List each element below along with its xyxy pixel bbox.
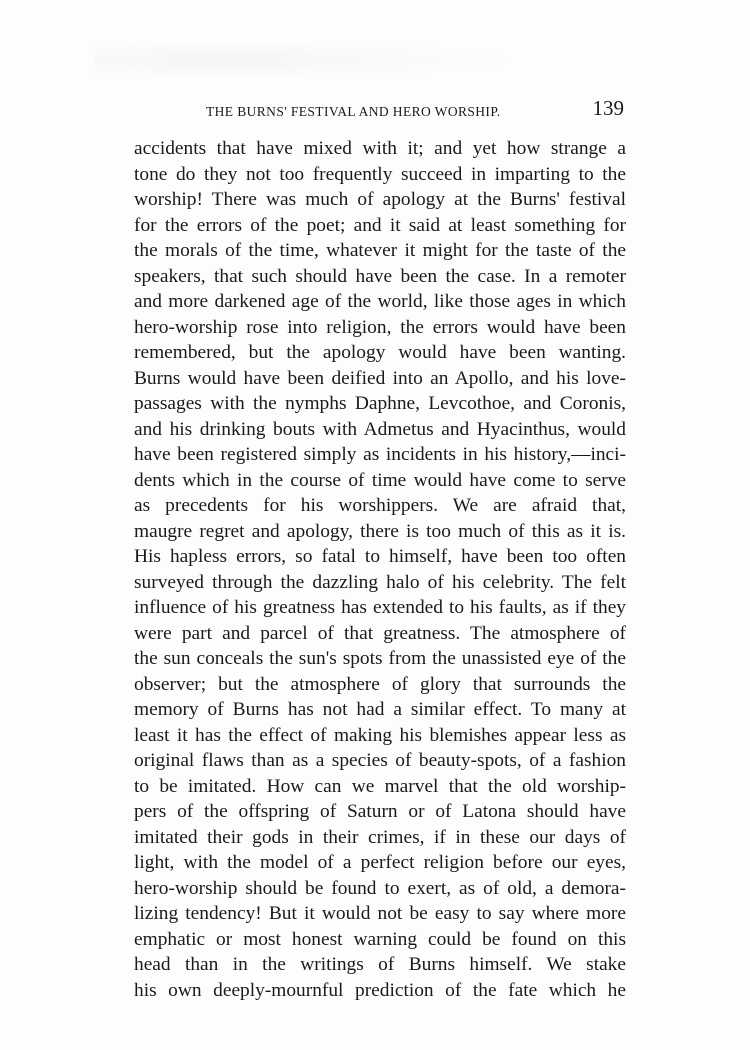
text-line: worship! There was much of apology at the Burns' festival (134, 189, 626, 210)
paper-smudge (95, 40, 535, 80)
text-line: hero-worship should be found to exert, as of old, a demora- (134, 877, 626, 899)
text-line: and more darkened age of the world, like those ages in which (134, 291, 626, 312)
text-line: for the errors of the poet; and it said at least something for (134, 214, 626, 236)
text-line: remembered, but the apology would have been wanting. (134, 342, 626, 363)
text-line: head than in the writings of Burns himself. We stake (134, 954, 626, 975)
text-line: to be imitated. How can we marvel that the old worship- (134, 775, 626, 797)
text-line: passages with the nymphs Daphne, Levcothoe, and Coronis, (134, 393, 626, 414)
text-line: light, with the model of a perfect religion before our eyes, (134, 852, 626, 873)
page-header (136, 96, 628, 126)
text-line: have been registered simply as incidents in his history,—inci- (134, 444, 626, 465)
text-line: surveyed through the dazzling halo of his celebrity. The felt (134, 571, 626, 593)
text-line: hero-worship rose into religion, the errors would have been (134, 316, 626, 338)
text-line: influence of his greatness has extended to his faults, as if they (134, 597, 626, 618)
text-line: Burns would have been deified into an Apollo, and his love- (134, 367, 626, 389)
text-line: emphatic or most honest warning could be found on this (134, 928, 626, 950)
text-line: pers of the offspring of Saturn or of Latona should have (134, 801, 626, 822)
text-line: and his drinking bouts with Admetus and Hyacinthus, would (134, 418, 626, 440)
text-line: speakers, that such should have been the case. In a remoter (134, 265, 626, 287)
text-line: dents which in the course of time would have come to serve (134, 469, 626, 491)
text-line: His hapless errors, so fatal to himself, have been too often (134, 546, 626, 567)
text-line: memory of Burns has not had a similar effect. To many at (134, 699, 626, 720)
text-line: as precedents for his worshippers. We are afraid that, (134, 495, 626, 516)
text-line: original flaws than as a species of beauty-spots, of a fashion (134, 750, 626, 771)
text-line: tone do they not too frequently succeed in imparting to the (134, 163, 626, 185)
text-line: imitated their gods in their crimes, if in these our days of (134, 826, 626, 848)
running-title: THE BURNS' FESTIVAL AND HERO WORSHIP. (206, 104, 501, 119)
text-line: accidents that have mixed with it; and yet how strange a (134, 138, 626, 159)
text-line: his own deeply-mournful prediction of the fate which he (134, 979, 626, 1001)
text-line: the sun conceals the sun's spots from the unassisted eye of the (134, 648, 626, 669)
text-line: were part and parcel of that greatness. The atmosphere of (134, 622, 626, 644)
page-number: 139 (592, 96, 624, 120)
text-line: least it has the effect of making his blemishes appear less as (134, 724, 626, 746)
text-line: lizing tendency! But it would not be easy to say where more (134, 903, 626, 924)
text-line: the morals of the time, whatever it might for the taste of the (134, 240, 626, 261)
text-line: observer; but the atmosphere of glory that surrounds the (134, 673, 626, 695)
text-line: maugre regret and apology, there is too much of this as it is. (134, 520, 626, 542)
body-text (134, 136, 626, 1003)
